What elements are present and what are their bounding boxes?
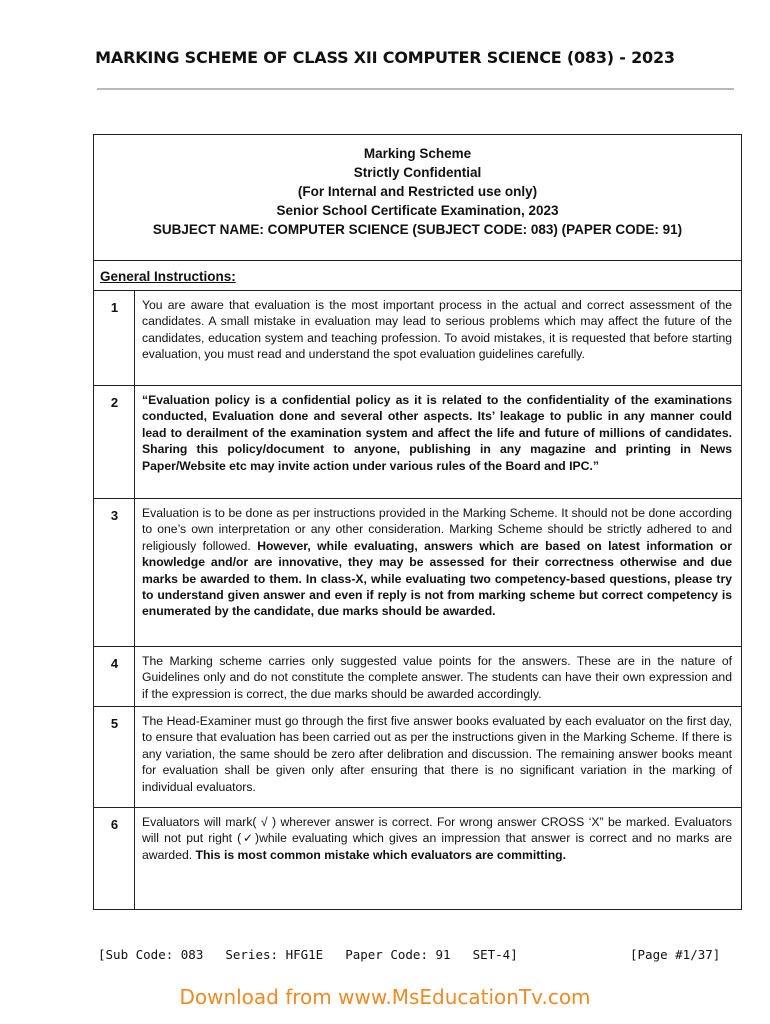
instruction-number: 3 <box>110 508 119 523</box>
instruction-text: You are aware that evaluation is the most important process in the actual and correct assessment of the candidates. A small mistake in evaluation may lead to serious problems which may affect the future of the candidates, education system and teaching profession. To avoid mistakes, it is requested that before starting evaluation, you must read and understand the spot evaluation guidelines carefully. <box>142 298 732 362</box>
footer-paper-code: Paper Code: 91 <box>345 947 451 962</box>
footer-series: Series: HFG1E <box>225 947 324 962</box>
instruction-number: 2 <box>110 395 119 410</box>
title-subject-name: SUBJECT NAME: COMPUTER SCIENCE (SUBJECT CODE: 083) (PAPER CODE: 91) <box>152 222 683 237</box>
footer-page-number: [Page #1/37] <box>630 947 721 962</box>
instruction-number: 5 <box>110 716 119 731</box>
title-internal-use: (For Internal and Restricted use only) <box>297 184 538 199</box>
instruction-row-3 <box>94 499 741 647</box>
document-header-title: MARKING SCHEME OF CLASS XII COMPUTER SCIENCE (083) - 2023 <box>95 48 675 67</box>
general-instructions-label: General Instructions: <box>100 269 236 284</box>
instruction-row-1 <box>94 291 741 386</box>
title-marking-scheme: Marking Scheme <box>363 146 472 161</box>
instruction-row-4 <box>94 647 741 707</box>
instruction-text-bold: This is most common mistake which evaluators are committing. <box>195 847 566 862</box>
instructions-frame <box>93 134 742 910</box>
instruction-text: “Evaluation policy is a confidential policy as it is related to the confidentiality of the examinations conducted, Evaluation done and several other aspects. Its’ leakage to public in any manner could lead to derailment of the examination system and affect the life and future of millions of candidates. Sharing this policy/document to anyone, publishing in any magazine and printing in News Paper/Website etc may invite action under various rules of the Board and IPC.” <box>142 393 732 473</box>
instruction-number: 4 <box>110 656 119 671</box>
instruction-text-plain: Evaluation is to be done as per instructions provided in the Marking Scheme. It should not be done according to one’s own interpretation or any other consideration. Marking Scheme should be strictly adhered to and religiously followed. <box>142 506 732 553</box>
footer-set: SET-4] <box>472 947 518 962</box>
instruction-row-6 <box>94 808 741 909</box>
title-exam-name: Senior School Certificate Examination, 2023 <box>276 203 559 218</box>
instruction-text-plain: Evaluators will mark( √ ) wherever answer is correct. For wrong answer CROSS ‘X” be marked. Evaluators will not put right (✓)while evaluating which gives an impression that answer is correct and no marks are awarded. <box>142 815 732 862</box>
instruction-number: 1 <box>110 300 119 315</box>
instruction-row-2 <box>94 386 741 499</box>
instruction-text: The Marking scheme carries only suggested value points for the answers. These are in the nature of Guidelines only and do not constitute the complete answer. The students can have their own expression and if the expression is correct, the due marks should be awarded accordingly. <box>142 654 732 701</box>
general-instructions-row <box>94 261 741 291</box>
instruction-row-5 <box>94 707 741 808</box>
header-divider <box>97 88 734 90</box>
instruction-number: 6 <box>110 817 119 832</box>
instruction-text-bold: However, while evaluating, answers which are based on latest information or knowledge and/or are innovative, they may be assessed for their correctness otherwise and due marks be awarded to them. In class-X, while evaluating two competency-based questions, please try to understand given answer and even if reply is not from marking scheme but correct competency is enumerated by the candidate, due marks should be awarded. <box>142 538 732 619</box>
footer-sub-code: [Sub Code: 083 <box>98 947 204 962</box>
title-block <box>94 135 741 261</box>
instruction-text <box>142 814 732 863</box>
download-watermark-link[interactable]: Download from www.MsEducationTv.com <box>179 985 591 1009</box>
instruction-text: The Head-Examiner must go through the first five answer books evaluated by each evaluator on the first day, to ensure that evaluation has been carried out as per the instructions given in the Marking Scheme. If there is any variation, the same should be zero after delibration and discussion. The remaining answer books meant for evaluation shall be given only after ensuring that there is no significant variation in the marking of individual evaluators. <box>142 714 732 794</box>
instruction-text <box>142 505 732 620</box>
title-confidential: Strictly Confidential <box>353 165 482 180</box>
footer-codes <box>98 947 540 962</box>
